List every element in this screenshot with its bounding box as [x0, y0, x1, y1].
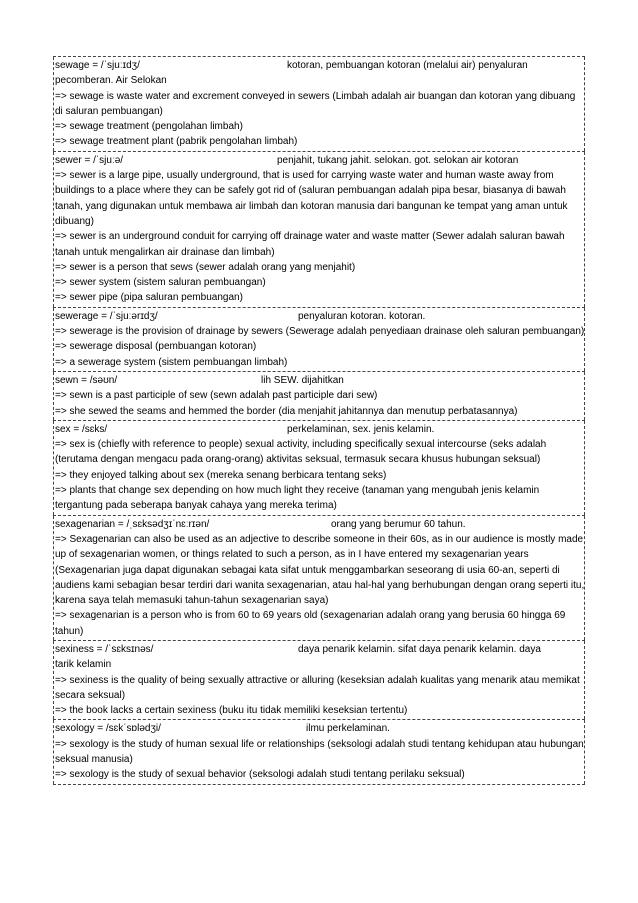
entry-definition: daya penarik kelamin. sifat daya penarik kelamin. daya: [298, 643, 541, 655]
entry-headline: [55, 642, 585, 657]
entry-headline: [55, 153, 585, 168]
example-sentence: => they enjoyed talking about sex (mereka senang berbicara tentang seks): [55, 469, 387, 481]
entry-definition: kotoran, pembuangan kotoran (melalui air) penyaluran: [287, 60, 528, 71]
example-sentence: => sewer is a person that sews (sewer adalah orang yang menjahit): [55, 261, 356, 273]
example-sentence: => sewage is waste water and excrement conveyed in sewers (Limbah adalah air buangan dan kotoran yang dibuang di saluran pembuangan): [55, 90, 576, 117]
example-sentence: => sewage treatment plant (pabrik pengolahan limbah): [55, 136, 298, 148]
entry-word: sexology = /sɛkˈsɒlədʒi/: [55, 723, 161, 735]
entry-definition: penyaluran kotoran. kotoran.: [298, 310, 426, 322]
entry-definition: lih SEW. dijahitkan: [261, 374, 344, 386]
example-sentence: => Sexagenarian can also be used as an adjective to describe someone in their 60s, as in our audience is mostly made up of sexagenarian women, or things related to such a person, as in I have entered my sexagenarian years (Sexagenarian juga dapat digunakan sebagai kata sifat untuk menggambarkan seseorang di usia 60-an, seperti di audiens kami sebagian besar terdiri dari wanita sexagenarian, atau hal-hal yang berhubungan dengan orang seperti itu, karena saya telah memasuki tahun-tahun sexagenarian saya): [55, 533, 585, 607]
example-sentence: => sewer system (sistem saluran pembuangan): [55, 277, 266, 289]
entry-headline: [55, 58, 585, 73]
example-sentence: => sewage treatment (pengolahan limbah): [55, 121, 243, 133]
example-sentence: => sewerage is the provision of drainage by sewers (Sewerage adalah penyediaan drainase oleh saluran pembuangan): [55, 326, 585, 338]
entry-word: sewer = /ˈsjuːə/: [55, 154, 124, 166]
dictionary-entry: [53, 719, 585, 784]
entry-definition-continued: pecomberan. Air Selokan: [55, 75, 167, 87]
entry-definition: orang yang berumur 60 tahun.: [331, 518, 466, 530]
entry-definition: perkelaminan, sex. jenis kelamin.: [287, 423, 435, 435]
dictionary-entry: [53, 640, 585, 719]
example-sentence: => sewer pipe (pipa saluran pembuangan): [55, 292, 243, 304]
example-sentence: => sewn is a past participle of sew (sewn adalah past participle dari sew): [55, 390, 378, 402]
entry-word: sewage = /ˈsjuːɪdʒ/: [55, 60, 140, 71]
dictionary-page: [53, 56, 585, 785]
example-sentence: => sex is (chiefly with reference to people) sexual activity, including specifically sexual intercourse (seks adalah (terutama dengan mengacu pada orang-orang) aktivitas seksual, termasuk secara khusus hubungan seksual): [55, 439, 547, 466]
dictionary-entry: [53, 371, 585, 420]
dictionary-entry: [53, 420, 585, 515]
entry-word: sewn = /səʊn/: [55, 374, 118, 386]
entry-definition: ilmu perkelaminan.: [306, 723, 390, 735]
entry-headline: [55, 517, 585, 532]
example-sentence: => sexology is the study of sexual behavior (seksologi adalah studi tentang perilaku seksual): [55, 769, 465, 781]
example-sentence: => sewerage disposal (pembuangan kotoran): [55, 341, 257, 353]
entry-definition: penjahit, tukang jahit. selokan. got. selokan air kotoran: [277, 154, 519, 166]
example-sentence: => sewer is an underground conduit for carrying off drainage water and waste matter (Sewer adalah saluran bawah tanah untuk mengalirkan air drainase dan limbah): [55, 231, 565, 258]
entry-word: sex = /sɛks/: [55, 423, 108, 435]
dictionary-entry: [53, 151, 585, 307]
example-sentence: => she sewed the seams and hemmed the border (dia menjahit jahitannya dan menutup perbatasannya): [55, 405, 518, 417]
entry-word: sexiness = /ˈsɛksɪnəs/: [55, 643, 154, 655]
dictionary-entry: [53, 515, 585, 640]
entry-headline: [55, 309, 585, 324]
example-sentence: => plants that change sex depending on how much light they receive (tanaman yang mengubah jenis kelamin tergantung pada seberapa banyak cahaya yang mereka terima): [55, 485, 540, 512]
example-sentence: => sexagenarian is a person who is from 60 to 69 years old (sexagenarian adalah orang yang berusia 60 hingga 69 tahun): [55, 610, 566, 637]
entry-definition-continued: tarik kelamin: [55, 659, 112, 671]
entry-word: sewerage = /ˈsjuːərɪdʒ/: [55, 310, 158, 322]
example-sentence: => a sewerage system (sistem pembuangan limbah): [55, 356, 288, 368]
example-sentence: => sexology is the study of human sexual life or relationships (seksologi adalah studi tentang kehidupan atau hubungan seksual manusia): [55, 738, 584, 766]
entry-headline: [55, 721, 585, 736]
example-sentence: => sewer is a large pipe, usually underground, that is used for carrying waste water and human waste away from buildings to a place where they can be safely got rid of (saluran pembuangan adalah pipa besar, biasanya di bawah tanah, yang digunakan untuk membawa air limbah dan kotoran manusia dari bangunan ke tempat yang aman untuk dibuang): [55, 170, 568, 227]
entry-word: sexagenarian = /ˌsɛksədʒɪˈnɛːrɪən/: [55, 518, 210, 530]
example-sentence: => the book lacks a certain sexiness (buku itu tidak memiliki keseksian tertentu): [55, 705, 408, 717]
dictionary-entry: [53, 56, 585, 151]
entry-headline: [55, 373, 585, 388]
example-sentence: => sexiness is the quality of being sexually attractive or alluring (keseksian adalah kualitas yang menarik atau memikat secara seksual): [55, 674, 580, 701]
dictionary-entry: [53, 307, 585, 371]
entry-headline: [55, 422, 585, 437]
